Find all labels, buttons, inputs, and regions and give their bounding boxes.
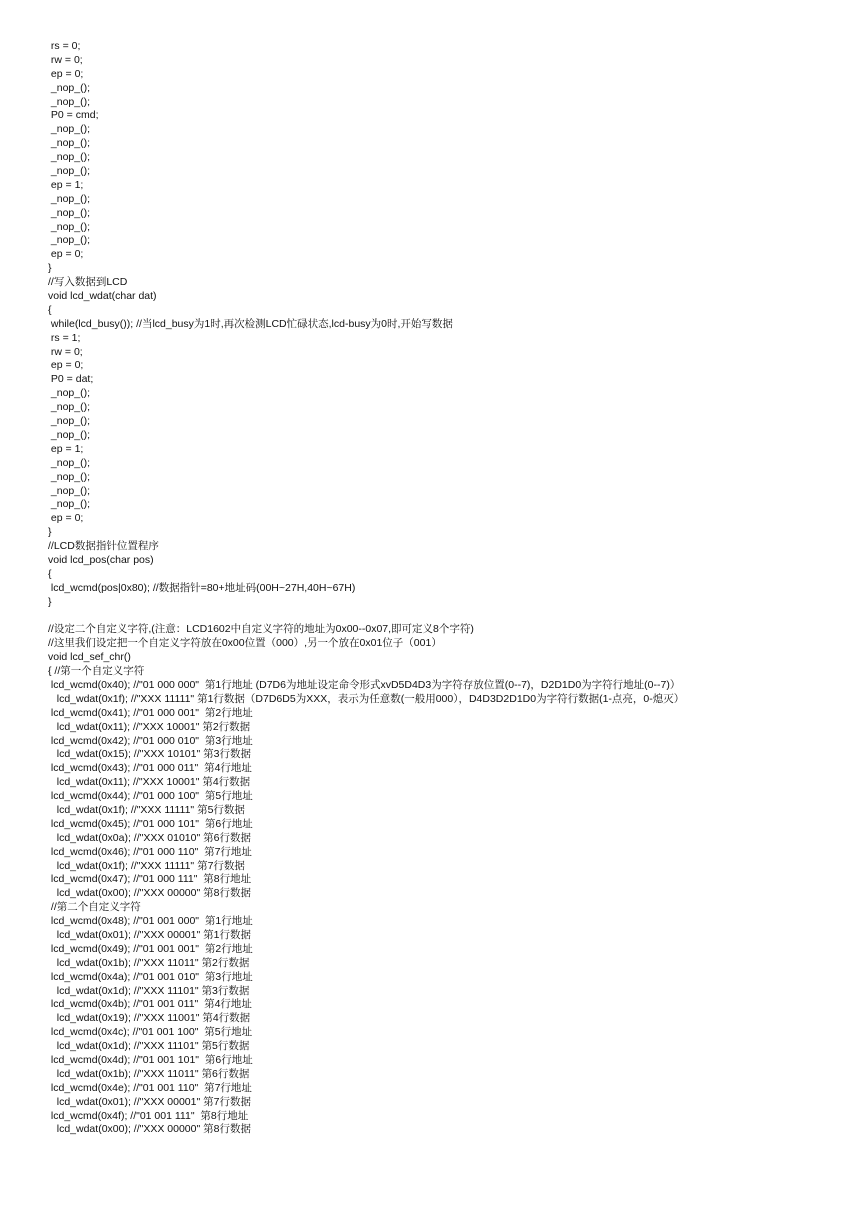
code-line: } <box>48 262 52 275</box>
code-line: lcd_wdat(0x1b); //"XXX 11011" 第6行数据 <box>48 1067 250 1080</box>
code-line: { <box>48 303 52 316</box>
code-line: lcd_wdat(0x11); //"XXX 10001" 第2行数据 <box>48 720 251 733</box>
code-comment: //这里我们设定把一个自定义字符放在0x00位置（000）,另一个放在0x01位子（001） <box>48 637 442 650</box>
code-line: lcd_wcmd(0x46); //"01 000 110" 第7行地址 <box>48 845 252 858</box>
code-line: lcd_wcmd(0x42); //"01 000 010" 第3行地址 <box>48 734 253 747</box>
code-line: _nop_(); <box>48 456 91 469</box>
code-line: _nop_(); <box>48 484 91 497</box>
code-line: _nop_(); <box>48 151 91 164</box>
code-line: rw = 0; <box>48 345 83 358</box>
code-line: _nop_(); <box>48 137 91 150</box>
code-line: P0 = dat; <box>48 373 94 386</box>
code-line: lcd_wdat(0x11); //"XXX 10001" 第4行数据 <box>48 776 251 789</box>
code-line: lcd_wcmd(0x4a); //"01 001 010" 第3行地址 <box>48 970 253 983</box>
code-line: _nop_(); <box>48 387 91 400</box>
code-line: lcd_wdat(0x1f); //"XXX 11111" 第1行数据（D7D6D5为XXX，表示为任意数(一般用000），D4D3D2D1D0为字符行数据(1-点亮，0-熄灭） <box>48 692 685 705</box>
code-line: _nop_(); <box>48 428 91 441</box>
code-line: lcd_wdat(0x01); //"XXX 00001" 第1行数据 <box>48 929 251 941</box>
code-line: lcd_wcmd(pos|0x80); //数据指针=80+地址码(00H~27H,40H~67H) <box>48 581 356 594</box>
code-line: } <box>48 526 52 539</box>
code-line: lcd_wdat(0x1d); //"XXX 11101" 第3行数据 <box>48 984 250 997</box>
code-comment: //写入数据到LCD <box>48 276 128 289</box>
code-line: lcd_wcmd(0x4e); //"01 001 110" 第7行地址 <box>48 1081 252 1094</box>
code-line: _nop_(); <box>48 165 91 178</box>
code-line: P0 = cmd; <box>48 109 99 122</box>
code-line: ep = 1; <box>48 442 84 455</box>
code-line: _nop_(); <box>48 220 91 233</box>
code-line: lcd_wcmd(0x41); //"01 000 001" 第2行地址 <box>48 706 253 719</box>
code-line: lcd_wdat(0x0a); //"XXX 01010" 第6行数据 <box>48 831 251 844</box>
code-line: ep = 0; <box>48 359 84 372</box>
code-line: lcd_wcmd(0x49); //"01 001 001" 第2行地址 <box>48 942 253 955</box>
code-line: ep = 0; <box>48 512 84 525</box>
code-document <box>48 40 848 1137</box>
code-line: ep = 0; <box>48 67 84 80</box>
code-line: lcd_wcmd(0x40); //"01 000 000" 第1行地址 (D7D6为地址设定命令形式xvD5D4D3为字符存放位置(0--7)，D2D1D0为字符行地址(0--7)） <box>48 678 681 691</box>
code-line: _nop_(); <box>48 234 91 247</box>
code-line: rw = 0; <box>48 53 83 66</box>
code-line: lcd_wcmd(0x4b); //"01 001 011" 第4行地址 <box>48 998 252 1011</box>
code-line: lcd_wdat(0x15); //"XXX 10101" 第3行数据 <box>48 748 251 761</box>
code-line: while(lcd_busy()); //当lcd_busy为1时,再次检测LCD忙碌状态,lcd-busy为0时,开始写数据 <box>48 317 453 330</box>
code-line: rs = 1; <box>48 331 81 344</box>
function-signature: void lcd_pos(char pos) <box>48 553 154 566</box>
code-line: _nop_(); <box>48 415 91 428</box>
code-line: lcd_wcmd(0x48); //"01 001 000" 第1行地址 <box>48 915 253 928</box>
code-comment: //LCD数据指针位置程序 <box>48 540 159 553</box>
code-line: _nop_(); <box>48 123 91 136</box>
code-line: lcd_wdat(0x00); //"XXX 00000" 第8行数据 <box>48 887 251 900</box>
code-line: _nop_(); <box>48 81 91 94</box>
code-line: lcd_wdat(0x1f); //"XXX 11111" 第5行数据 <box>48 803 245 816</box>
code-line: lcd_wcmd(0x43); //"01 000 011" 第4行地址 <box>48 762 252 775</box>
code-line: lcd_wcmd(0x4d); //"01 001 101" 第6行地址 <box>48 1054 253 1067</box>
code-line: lcd_wdat(0x01); //"XXX 00001" 第7行数据 <box>48 1095 251 1108</box>
code-line: ep = 1; <box>48 178 84 191</box>
blank-line <box>48 610 848 624</box>
code-line: { <box>48 567 52 580</box>
code-line: lcd_wcmd(0x4f); //"01 001 111" 第8行地址 <box>48 1109 249 1122</box>
code-line: lcd_wcmd(0x47); //"01 000 111" 第8行地址 <box>48 873 252 886</box>
code-line: lcd_wdat(0x1d); //"XXX 11101" 第5行数据 <box>48 1040 250 1053</box>
code-line: ep = 0; <box>48 248 84 261</box>
code-line: lcd_wcmd(0x45); //"01 000 101" 第6行地址 <box>48 817 253 830</box>
code-line: _nop_(); <box>48 206 91 219</box>
code-line: lcd_wcmd(0x4c); //"01 001 100" 第5行地址 <box>48 1026 253 1039</box>
function-signature: void lcd_sef_chr() <box>48 651 131 664</box>
code-line: lcd_wdat(0x19); //"XXX 11001" 第4行数据 <box>48 1012 251 1025</box>
code-line: lcd_wdat(0x1b); //"XXX 11011" 第2行数据 <box>48 956 250 969</box>
code-line: { //第一个自定义字符 <box>48 665 145 678</box>
code-line: lcd_wdat(0x00); //"XXX 00000" 第8行数据 <box>48 1123 251 1136</box>
code-line: } <box>48 595 52 608</box>
function-signature: void lcd_wdat(char dat) <box>48 290 157 303</box>
code-line: _nop_(); <box>48 95 91 108</box>
code-line: lcd_wcmd(0x44); //"01 000 100" 第5行地址 <box>48 790 253 803</box>
code-comment: //设定二个自定义字符,(注意：LCD1602中自定义字符的地址为0x00--0x07,即可定义8个字符) <box>48 623 474 636</box>
code-line: rs = 0; <box>48 40 81 52</box>
code-line: _nop_(); <box>48 498 91 511</box>
code-comment: //第二个自定义字符 <box>48 901 141 914</box>
code-line: _nop_(); <box>48 470 91 483</box>
code-line: lcd_wdat(0x1f); //"XXX 11111" 第7行数据 <box>48 859 245 872</box>
code-line: _nop_(); <box>48 401 91 414</box>
code-line: _nop_(); <box>48 192 91 205</box>
